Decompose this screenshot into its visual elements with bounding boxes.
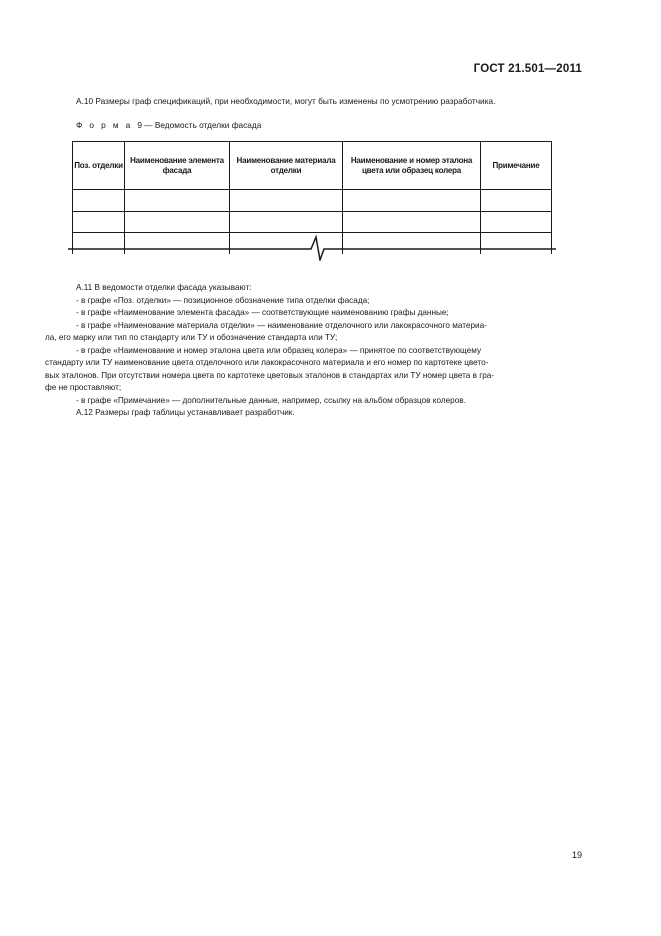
text-line: фе не проставляют; [45,383,122,392]
text-line: А.12 Размеры граф таблицы устанавливает разработчик. [76,408,295,417]
text-line: - в графе «Наименование материала отделки» — наименование отделочного или лакокрасочного материа- [76,320,487,330]
text-line: - в графе «Примечание» — дополнительные данные, например, ссылку на альбом образцов колеров. [76,395,466,405]
column-header: Наименование и номер эталона цвета или образец колера [343,142,481,190]
table-row [73,211,552,233]
column-header: Наименование материала отделки [230,142,343,190]
form-caption-text: 9 — Ведомость отделки фасада [137,120,262,130]
text-line: ла, его марку или тип по стандарту или ТУ и обозначение стандарта или ТУ; [45,333,338,342]
note-a10: А.10 Размеры граф спецификаций, при необходимости, могут быть изменены по усмотрению разработчика. [76,96,496,106]
text-line: вых эталонов. При отсутствии номера цвета по картотеке цветовых эталонов в стандартах или ТУ номер цвета в гра- [45,370,495,380]
text-line: А.11 В ведомости отделки фасада указывают: [76,283,252,292]
table-header-row [73,142,552,190]
form-caption-prefix: Ф о р м а [76,120,133,130]
break-line [68,233,556,261]
column-header: Наименование элемента фасада [125,142,230,190]
text-line: стандарту или ТУ наименование цвета отделочного или лакокрасочного материала и его номер по картотеке цвето- [45,358,489,367]
text-line: - в графе «Наименование элемента фасада» — соответствующие наименованию графы данные; [76,308,449,317]
document-header: ГОСТ 21.501—2011 [473,63,582,75]
section-a11 [45,282,585,420]
text-line: - в графе «Наименование и номер эталона цвета или образец колера» — принятое по соответствующему [76,345,482,355]
column-header: Примечание [481,142,552,190]
page-number: 19 [571,850,582,860]
column-header: Поз. отделки [73,142,125,190]
text-line: - в графе «Поз. отделки» — позиционное обозначение типа отделки фасада; [76,295,370,305]
table-row [73,190,552,212]
form-caption [76,119,261,131]
facade-finish-form [68,141,556,261]
